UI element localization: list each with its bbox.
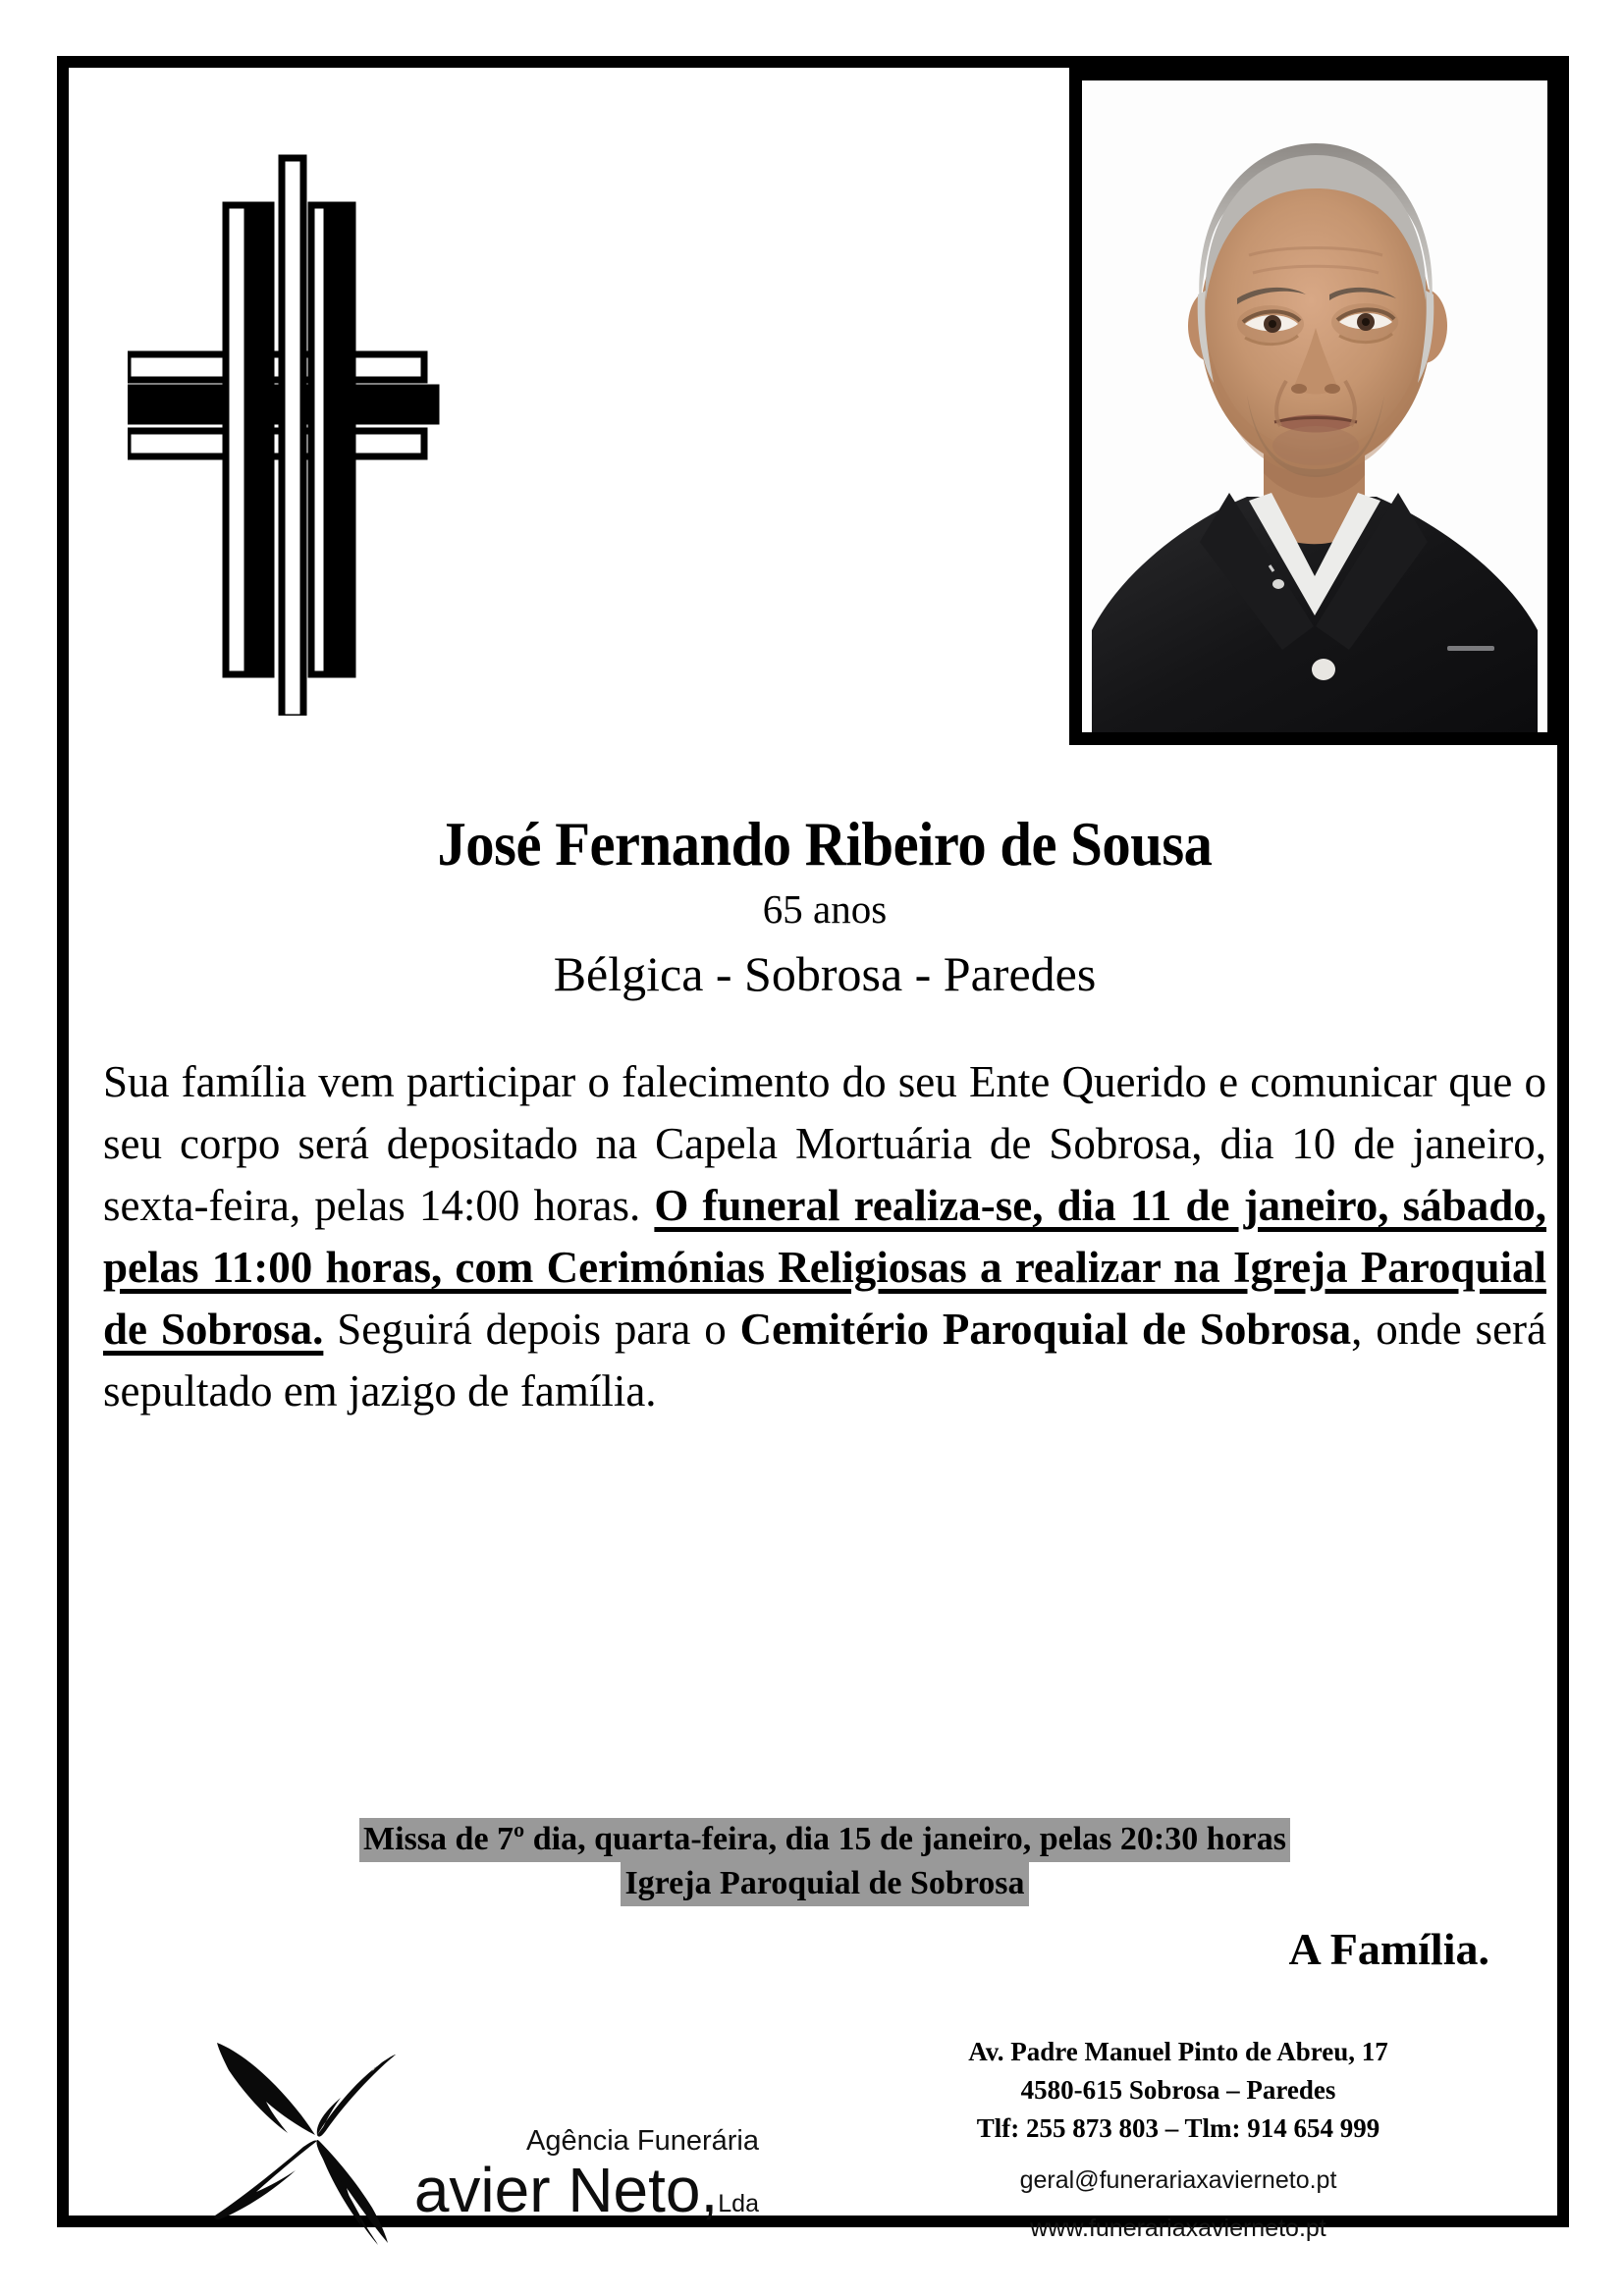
body-part-5: , onde será sepultado em jazigo de família. bbox=[103, 1305, 1546, 1415]
contact-information bbox=[835, 2033, 1522, 2245]
family-signoff: A Família. bbox=[1288, 1924, 1489, 1974]
contact-phones: Tlf: 255 873 803 – Tlm: 914 654 999 bbox=[976, 2112, 1380, 2143]
seventh-day-mass-notice bbox=[69, 1818, 1581, 1906]
contact-postal: 4580-615 Sobrosa – Paredes bbox=[1020, 2074, 1336, 2105]
cemetery-name: Cemitério Paroquial de Sobrosa bbox=[739, 1305, 1352, 1354]
mass-line-2: Igreja Paroquial de Sobrosa bbox=[69, 1862, 1581, 1906]
header-graphics-area bbox=[69, 68, 1581, 745]
logo-company-name bbox=[347, 2155, 759, 2225]
contact-address: Av. Padre Manuel Pinto de Abreu, 17 bbox=[968, 2037, 1388, 2066]
contact-email[interactable]: geral@funerariaxavierneto.pt bbox=[1019, 2165, 1337, 2194]
funeral-home-logo bbox=[209, 2021, 759, 2247]
deceased-age: 65 anos bbox=[762, 886, 888, 932]
deceased-name: José Fernando Ribeiro de Sousa bbox=[437, 810, 1213, 879]
deceased-portrait-photo bbox=[1069, 68, 1560, 745]
mass-line-1: Missa de 7º dia, quarta-feira, dia 15 de janeiro, pelas 20:30 horas bbox=[69, 1818, 1581, 1862]
footer bbox=[69, 2011, 1581, 2243]
logo-name-suffix: Lda bbox=[718, 2190, 759, 2217]
logo-name-text: avier Neto, bbox=[413, 2155, 719, 2225]
deceased-places: Bélgica - Sobrosa - Paredes bbox=[553, 946, 1097, 1001]
body-part-3: Seguirá depois para o bbox=[323, 1305, 740, 1354]
body-part-1: Sua família vem participar o falecimento do seu Ente Querido e comunicar que o seu corpo será depositado na Capela Mortuária de Sobrosa, dia 10 de janeiro, sexta-feira, pelas 14:00 horas. bbox=[103, 1057, 1546, 1230]
logo-tagline: Agência Funerária bbox=[526, 2125, 759, 2157]
funeral-details-emphasis: O funeral realiza-se, dia 11 de janeiro, sábado, pelas 11:00 horas, com Cerimónias Religiosas a realizar na Igreja Paroquial de Sobrosa. bbox=[103, 1181, 1546, 1354]
announcement-body bbox=[103, 1051, 1546, 1422]
page-border-frame bbox=[57, 56, 1569, 2243]
latin-cross-icon bbox=[128, 107, 461, 716]
contact-website[interactable]: www.funerariaxavierneto.pt bbox=[1030, 2215, 1326, 2243]
